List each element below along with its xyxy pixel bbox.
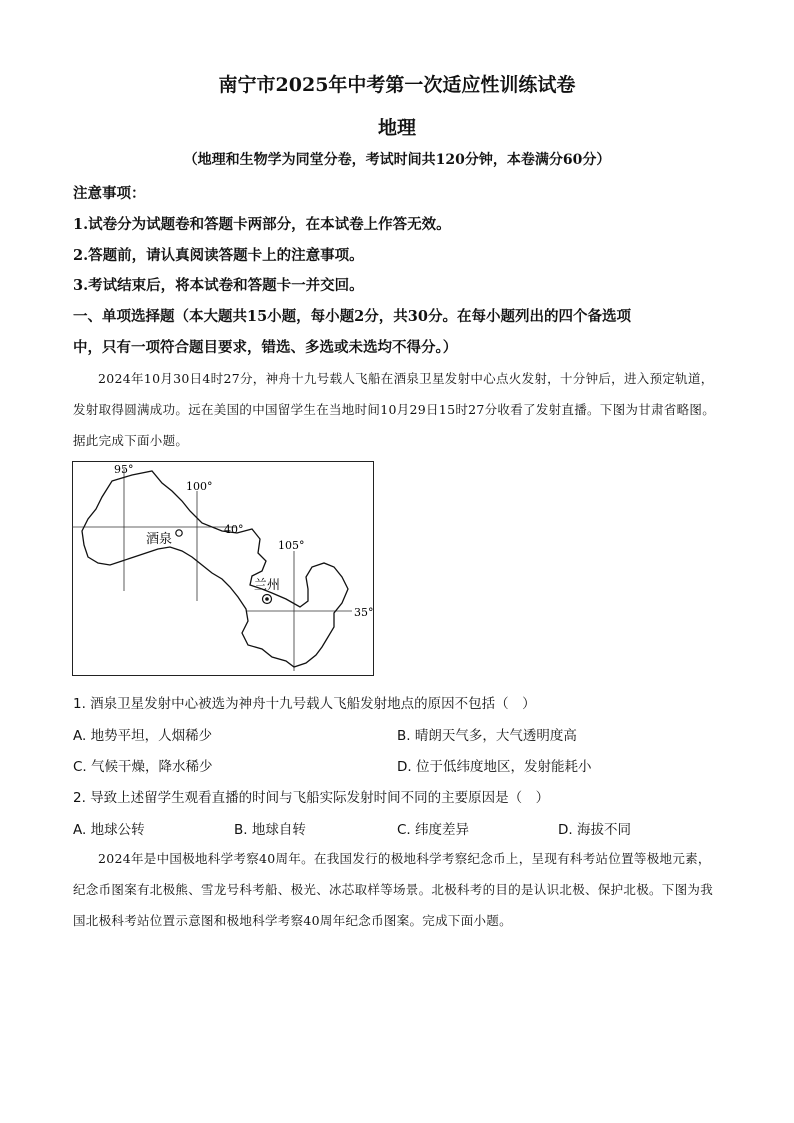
notice-item: 2.答题前，请认真阅读答题卡上的注意事项。 <box>73 247 364 264</box>
exam-note: （地理和生物学为同堂分卷，考试时间共120分钟，本卷满分60分） <box>183 152 611 168</box>
question-1-option-a[interactable]: A. 地势平坦，人烟稀少 <box>73 728 213 744</box>
question-2-option-c[interactable]: C. 纬度差异 <box>397 822 470 838</box>
question-2-stem: 2. 导致上述留学生观看直播的时间与飞船实际发射时间不同的主要原因是（ ） <box>73 790 550 806</box>
label-lon105: 105° <box>278 539 305 552</box>
label-lanzhou: 兰州 <box>254 578 281 593</box>
subject-title: 地理 <box>377 117 416 139</box>
notice-heading: 注意事项： <box>73 185 146 202</box>
question-1-stem: 1. 酒泉卫星发射中心被选为神舟十九号载人飞船发射地点的原因不包括（ ） <box>73 696 536 712</box>
exam-title: 南宁市2025年中考第一次适应性训练试卷 <box>218 74 576 96</box>
notice-item: 3.考试结束后，将本试卷和答题卡一并交回。 <box>73 277 364 294</box>
question-2-option-d[interactable]: D. 海拔不同 <box>558 822 631 838</box>
section-heading-line2: 中，只有一项符合题目要求，错选、多选或未选均不得分。） <box>73 339 458 356</box>
question-1-option-c[interactable]: C. 气候干燥，降水稀少 <box>73 759 213 775</box>
gansu-map <box>72 461 374 676</box>
question-1-option-d[interactable]: D. 位于低纬度地区，发射能耗小 <box>397 759 592 775</box>
question-1-option-b[interactable]: B. 晴朗天气多，大气透明度高 <box>397 728 577 744</box>
label-jiuquan: 酒泉 <box>146 532 173 547</box>
passage-1: 2024年10月30日4时27分，神舟十九号载人飞船在酒泉卫星发射中心点火发射，十分钟后，进入预定轨道，发射取得圆满成功。远在美国的中国留学生在当地时间10月29日15时27分收看了发射直播。下图为甘肃省略图。据此完成下面小题。 <box>73 371 716 448</box>
question-2-option-a[interactable]: A. 地球公转 <box>73 822 145 838</box>
section-heading-line1: 一、单项选择题（本大题共15小题，每小题2分，共30分。在每小题列出的四个备选项 <box>73 308 631 325</box>
label-lat35: 35° <box>354 606 374 619</box>
jiuquan-marker <box>176 530 182 536</box>
label-lon100: 100° <box>186 480 213 493</box>
question-2-option-b[interactable]: B. 地球自转 <box>234 822 306 838</box>
label-lon95: 95° <box>114 463 134 476</box>
label-lat40: 40° <box>224 523 244 536</box>
passage-2: 2024年是中国极地科学考察40周年。在我国发行的极地科学考察纪念币上，呈现有科考站位置等极地元素，纪念币图案有北极熊、雪龙号科考船、极光、冰芯取样等场景。北极科考的目的是认识北极、保护北极。下图为我国北极科考站位置示意图和极地科学考察40周年纪念币图案。完成下面小题。 <box>73 851 714 928</box>
notice-item: 1.试卷分为试题卷和答题卡两部分，在本试卷上作答无效。 <box>73 216 451 233</box>
